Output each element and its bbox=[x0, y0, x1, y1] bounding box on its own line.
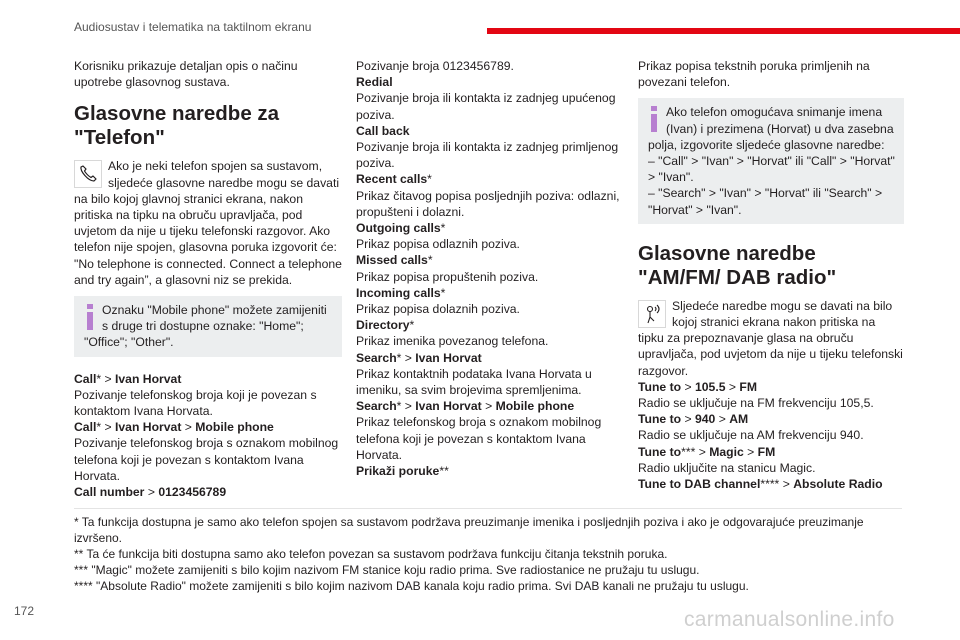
command-call-mobile: Call* > Ivan Horvat > Mobile phone bbox=[74, 420, 274, 435]
footnote-1: * Ta funkcija dostupna je samo ako telefon spojen sa sustavom podržava preuzimanje imenika i posljednjih poziva i ako je odgovarajuće preuzimanje izvršeno. bbox=[74, 515, 864, 545]
command-tune-station-desc: Radio uključite na stanicu Magic. bbox=[638, 460, 816, 475]
header-accent-bar bbox=[487, 28, 960, 34]
command-tune-am: Tune to > 940 > AM bbox=[638, 412, 749, 427]
command-outgoing-calls: Outgoing calls* bbox=[356, 221, 446, 236]
section-heading-radio: Glasovne naredbe "AM/FM/ DAB radio" bbox=[638, 241, 837, 289]
info-box-text: Oznaku "Mobile phone" možete zamijeniti s druge tri dostupne oznake: "Home"; "Office"; "Other". bbox=[84, 303, 327, 350]
watermark: carmanualsonline.info bbox=[684, 608, 895, 631]
info-box-labels bbox=[74, 296, 342, 357]
command-tune-station: Tune to*** > Magic > FM bbox=[638, 444, 776, 459]
footnote-divider bbox=[74, 508, 902, 509]
info-icon bbox=[648, 106, 660, 132]
command-call-contact-desc: Pozivanje telefonskog broja koji je povezan s kontaktom Ivana Horvata. bbox=[74, 387, 317, 419]
command-recent-calls-desc: Prikaz čitavog popisa posljednjih poziva: odlazni, propušteni i dolazni. bbox=[356, 188, 620, 219]
info-name-fields-search: – "Search" > "Ivan" > "Horvat" ili "Search" > "Horvat" > "Ivan". bbox=[648, 186, 883, 217]
command-incoming-calls-desc: Prikaz popisa dolaznih poziva. bbox=[356, 302, 520, 317]
command-call-mobile-desc: Pozivanje telefonskog broja s oznakom mobilnog telefona koji je povezan s kontaktom Ivana Horvata. bbox=[74, 436, 339, 483]
command-call-number: Call number > 0123456789 bbox=[74, 485, 227, 500]
footnote-4: **** "Absolute Radio" možete zamijeniti s bilo kojim nazivom DAB kanala koju radio prima. Svi DAB kanali ne pružaju tu uslugu. bbox=[74, 579, 749, 593]
command-tune-am-desc: Radio se uključuje na AM frekvenciju 940. bbox=[638, 428, 864, 443]
command-call-back-desc: Pozivanje broja ili kontakta iz zadnjeg primljenog poziva. bbox=[356, 140, 619, 171]
command-incoming-calls: Incoming calls* bbox=[356, 285, 446, 300]
command-search-contact-desc: Prikaz kontaktnih podataka Ivana Horvata u imeniku, sa svim brojevima spremljenima. bbox=[356, 366, 592, 398]
footnote-2: ** Ta će funkcija biti dostupna samo ako telefon povezan sa sustavom podržava funkciju čitanja tekstnih poruka. bbox=[74, 547, 668, 561]
telefon-intro-text: Ako je neki telefon spojen sa sustavom, sljedeće glasovne naredbe mogu se davati na bilo kojoj glavnoj stranici ekrana, nakon pritiska na tipku na obruču upravljača, pod uvjetom da nije u tijeku telefonski razgovor. Ako telefon nije spojen, glasovna poruka izgovorit će: "No telephone is connected. Connect a telephone and try again”, a glasovni niz se prekida. bbox=[74, 159, 342, 287]
command-directory: Directory* bbox=[356, 318, 415, 333]
column-2 bbox=[356, 58, 626, 479]
info-icon bbox=[84, 304, 96, 330]
info-box-name-fields bbox=[638, 98, 904, 223]
command-outgoing-calls-desc: Prikaz popisa odlaznih poziva. bbox=[356, 237, 520, 252]
command-show-messages-desc: Prikaz popisa tekstnih poruka primljenih na povezani telefon. bbox=[638, 59, 870, 90]
info-name-fields-text: Ako telefon omogućava snimanje imena (Ivan) i prezimena (Horvat) u dva zasebna polja, izgovorite sljedeće glasovne naredbe: bbox=[648, 105, 894, 152]
command-call-back: Call back bbox=[356, 123, 410, 138]
command-call-number-desc: Pozivanje broja 0123456789. bbox=[356, 59, 514, 73]
column-3 bbox=[638, 58, 904, 492]
intro-paragraph: Korisniku prikazuje detaljan opis o načinu upotrebe glasovnog sustava. bbox=[74, 59, 298, 90]
voice-command-icon bbox=[638, 300, 666, 328]
phone-handset-icon bbox=[74, 160, 102, 188]
command-recent-calls: Recent calls* bbox=[356, 172, 432, 187]
command-search-mobile-desc: Prikaz telefonskog broja s oznakom mobilnog telefona koji je povezan s kontaktom Ivana Horvata. bbox=[356, 415, 602, 462]
command-missed-calls: Missed calls* bbox=[356, 253, 433, 268]
footnote-3: *** "Magic" možete zamijeniti s bilo kojim nazivom FM stanice koju radio prima. Sve radiostanice ne pružaju tu uslugu. bbox=[74, 563, 700, 577]
command-directory-desc: Prikaz imenika povezanog telefona. bbox=[356, 334, 549, 349]
section-heading-telefon: Glasovne naredbe za "Telefon" bbox=[74, 102, 280, 150]
command-redial-desc: Pozivanje broja ili kontakta iz zadnjeg upućenog poziva. bbox=[356, 91, 616, 122]
command-search-contact: Search* > Ivan Horvat bbox=[356, 350, 482, 365]
info-name-fields-call: – "Call" > "Ivan" > "Horvat" ili "Call" > "Horvat" > "Ivan". bbox=[648, 154, 895, 185]
radio-intro-block bbox=[638, 298, 904, 379]
radio-intro-text: Sljedeće naredbe mogu se davati na bilo kojoj stranici ekrana nakon pritiska na tipku za prepoznavanje glasa na obruču upravljača, pod uvjetom da nije u tijeku telefonski razgovor. bbox=[638, 298, 903, 378]
command-missed-calls-desc: Prikaz popisa propuštenih poziva. bbox=[356, 269, 539, 284]
command-search-mobile: Search* > Ivan Horvat > Mobile phone bbox=[356, 399, 575, 414]
header-title: Audiosustav i telematika na taktilnom ekranu bbox=[74, 20, 312, 34]
command-tune-fm-desc: Radio se uključuje na FM frekvenciju 105,5. bbox=[638, 396, 874, 411]
footnotes bbox=[74, 514, 904, 594]
command-tune-dab: Tune to DAB channel**** > Absolute Radio bbox=[638, 477, 883, 492]
command-call-contact: Call* > Ivan Horvat bbox=[74, 371, 182, 386]
command-redial: Redial bbox=[356, 75, 393, 90]
page-number: 172 bbox=[14, 604, 35, 618]
command-tune-fm: Tune to > 105.5 > FM bbox=[638, 379, 757, 394]
column-1 bbox=[74, 58, 342, 500]
command-show-messages: Prikaži poruke** bbox=[356, 464, 449, 479]
telefon-intro-block bbox=[74, 158, 342, 288]
